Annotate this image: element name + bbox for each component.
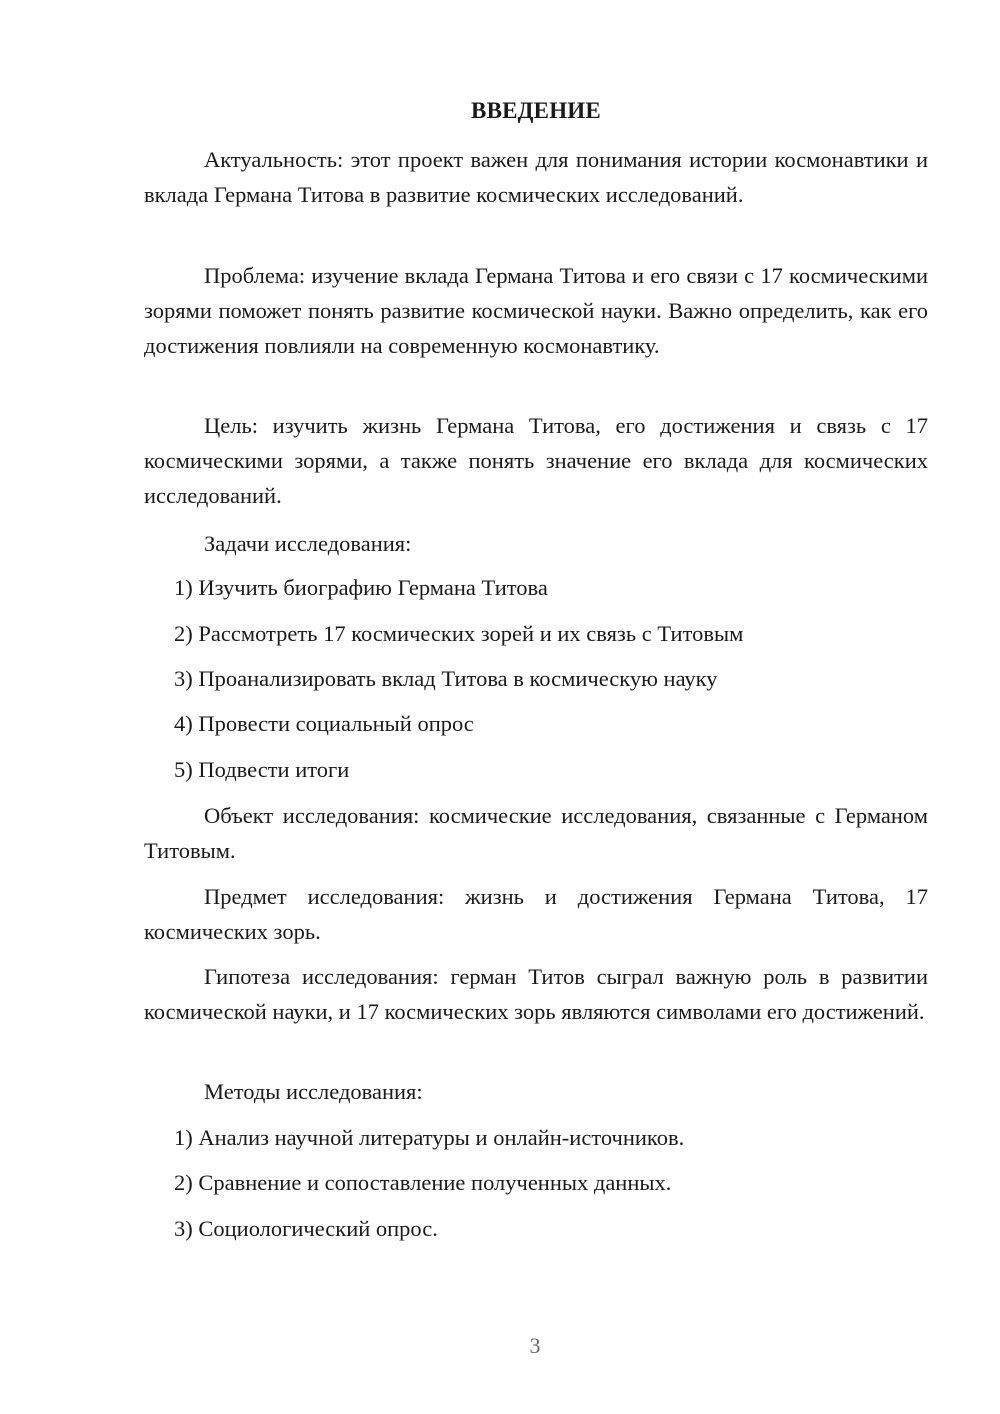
task-item-4: 4) Провести социальный опрос xyxy=(174,711,474,736)
task-item-1: 1) Изучить биографию Германа Титова xyxy=(174,575,548,600)
subject-paragraph: Предмет исследования: жизнь и достижения Германа Титова, 17 космических зорь. xyxy=(144,884,928,944)
goal-paragraph: Цель: изучить жизнь Германа Титова, его достижения и связь с 17 космическими зорями, а также понять значение его вклада для космических исследований. xyxy=(144,413,928,508)
method-item-2: 2) Сравнение и сопоставление полученных данных. xyxy=(174,1170,672,1195)
relevance-paragraph: Актуальность: этот проект важен для понимания истории космонавтики и вклада Германа Титова в развитие космических исследований. xyxy=(144,147,928,207)
hypothesis-paragraph: Гипотеза исследования: герман Титов сыграл важную роль в развитии космической науки, и 17 космических зорь являются символами его достижений. xyxy=(144,964,928,1024)
methods-title: Методы исследования: xyxy=(204,1079,423,1104)
method-item-1: 1) Анализ научной литературы и онлайн-источников. xyxy=(174,1125,685,1150)
method-item-3: 3) Социологический опрос. xyxy=(174,1216,438,1241)
task-item-3: 3) Проанализировать вклад Титова в космическую науку xyxy=(174,666,718,691)
task-item-5: 5) Подвести итоги xyxy=(174,757,350,782)
object-paragraph: Объект исследования: космические исследования, связанные с Германом Титовым. xyxy=(144,803,928,863)
tasks-title: Задачи исследования: xyxy=(204,531,412,556)
task-item-2: 2) Рассмотреть 17 космических зорей и их связь с Титовым xyxy=(174,621,744,646)
section-heading: ВВЕДЕНИЕ xyxy=(471,98,601,123)
problem-paragraph: Проблема: изучение вклада Германа Титова и его связи с 17 космическими зорями поможет понять развитие космической науки. Важно определить, как его достижения повлияли на современную космонавтику. xyxy=(144,263,928,358)
page-number: 3 xyxy=(529,1333,541,1358)
